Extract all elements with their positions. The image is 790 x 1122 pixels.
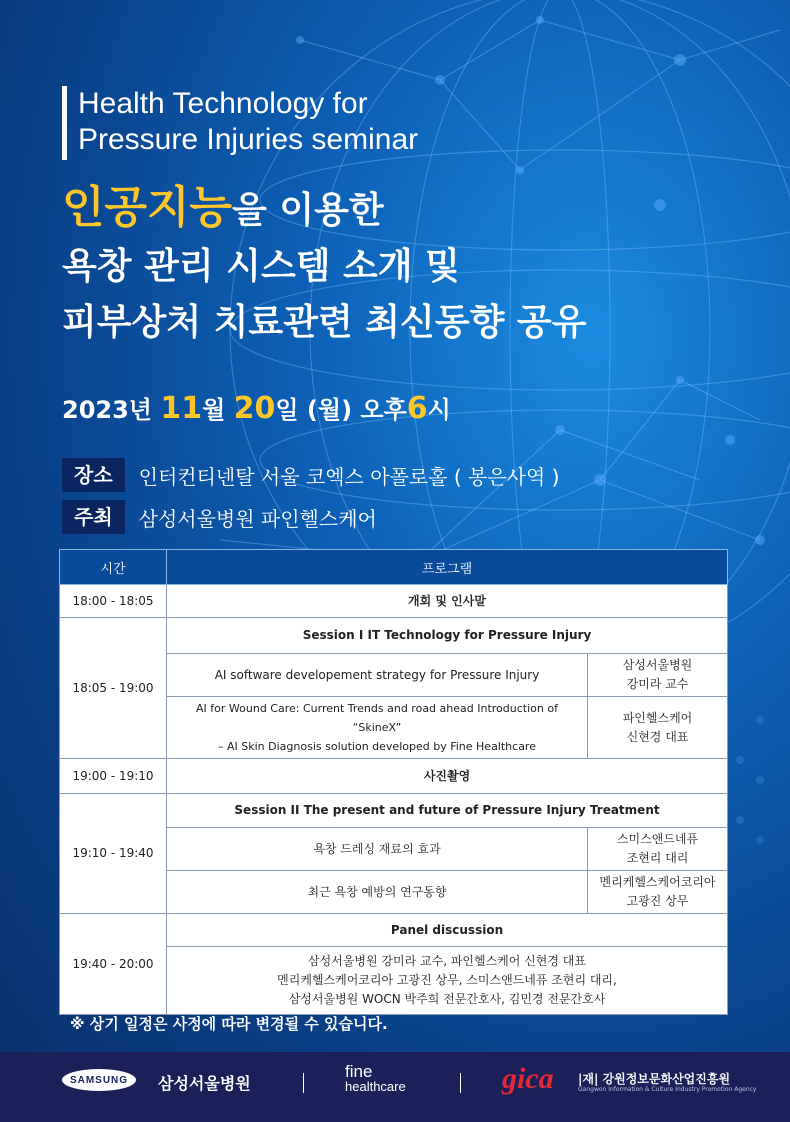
date-month-number: 11	[160, 391, 203, 426]
panel-line-3: 삼성서울병원 WOCN 박주희 전문간호사, 김민경 전문간호사	[288, 992, 606, 1006]
speaker-name: 강미라 교수	[626, 677, 689, 691]
speaker-affiliation: 파인헬스케어	[622, 710, 693, 725]
fine-logo-bottom: healthcare	[345, 1079, 406, 1094]
place-row	[62, 458, 559, 492]
date-year: 2023년	[62, 396, 161, 424]
row-time: 18:05 - 19:00	[60, 618, 167, 759]
schedule-change-notice: ※ 상기 일정은 사정에 따라 변경될 수 있습니다.	[70, 1015, 388, 1033]
date-day-number: 20	[233, 391, 276, 426]
place-value: 인터컨티넨탈 서울 코엑스 아폴로홀 ( 봉은사역 )	[138, 464, 560, 489]
table-header-row	[60, 550, 728, 585]
gica-name-english: Gangwon Information & Culture Industry Promotion Agency	[578, 1086, 757, 1093]
speaker-name: 조현리 대리	[626, 851, 689, 865]
samsung-medical-center-name: 삼성서울병원	[158, 1074, 251, 1093]
seminar-title-english	[78, 86, 418, 158]
speaker-affiliation: 스미스앤드네퓨	[616, 832, 699, 846]
date-hour-unit: 시	[427, 396, 451, 424]
talk-title: 최근 욕창 예방의 연구동향	[167, 871, 588, 914]
header-time: 시간	[60, 550, 167, 585]
headline-line-1-rest: 을 이용한	[232, 190, 384, 231]
session-title: Session II The present and future of Pressure Injury Treatment	[167, 794, 728, 828]
row-time: 19:40 - 20:00	[60, 914, 167, 1015]
speaker-cell	[588, 828, 728, 871]
table-row	[60, 794, 728, 828]
header-program: 프로그램	[167, 550, 728, 585]
gica-name-korean: |재| 강원정보문화산업진흥원	[578, 1072, 731, 1086]
date-hour-number: 6	[406, 391, 428, 426]
fine-logo-top: fine	[345, 1062, 373, 1081]
row-time: 19:00 - 19:10	[60, 759, 167, 794]
table-row	[60, 914, 728, 947]
footer-divider	[303, 1073, 304, 1093]
row-program: 개회 및 인사말	[167, 585, 728, 618]
session-title: Session I IT Technology for Pressure Injury	[167, 618, 728, 654]
row-time: 19:10 - 19:40	[60, 794, 167, 914]
speaker-cell	[588, 654, 728, 697]
panel-members	[167, 947, 728, 1015]
headline-highlight-ai: 인공지능	[62, 182, 233, 233]
table-row	[60, 759, 728, 794]
panel-line-2: 멘리케헬스케어코리아 고광진 상무, 스미스앤드네퓨 조현리 대리,	[277, 973, 617, 987]
date-month-unit: 월	[202, 396, 234, 424]
speaker-cell	[588, 871, 728, 914]
session-title: Panel discussion	[167, 914, 728, 947]
speaker-affiliation: 멘리케헬스케어코리아	[599, 875, 716, 889]
speaker-name: 신현경 대표	[626, 729, 689, 744]
headline-line-3: 피부상처 치료관련 최신동향 공유	[62, 302, 587, 343]
table-row	[60, 618, 728, 654]
fine-healthcare-logo	[345, 1064, 406, 1094]
headline-line-2: 욕창 관리 시스템 소개 및	[62, 246, 460, 287]
talk-title: 욕창 드레싱 재료의 효과	[167, 828, 588, 871]
row-time: 18:00 - 18:05	[60, 585, 167, 618]
host-label: 주최	[62, 500, 125, 534]
speaker-name: 고광진 상무	[626, 894, 689, 908]
event-date	[62, 390, 451, 426]
place-label: 장소	[62, 458, 125, 492]
footer-divider	[460, 1073, 461, 1093]
date-day-unit: 일 (월) 오후	[275, 396, 407, 424]
row-program: 사진촬영	[167, 759, 728, 794]
host-row	[62, 500, 377, 534]
talk-title-line-1: AI for Wound Care: Current Trends and road ahead Introduction of “SkineX”	[196, 702, 558, 734]
headline-line-1	[62, 180, 586, 239]
panel-line-1: 삼성서울병원 강미라 교수, 파인헬스케어 신현경 대표	[308, 954, 586, 968]
table-row	[60, 585, 728, 618]
program-table-wrapper	[59, 549, 727, 1015]
samsung-logo-text: SAMSUNG	[69, 1074, 129, 1086]
title-accent-bar	[62, 86, 67, 160]
program-table	[59, 549, 728, 1015]
headline-korean	[62, 180, 586, 351]
samsung-logo	[62, 1069, 136, 1091]
title-line-1: Health Technology for	[78, 87, 368, 120]
gica-logo: gica	[502, 1062, 554, 1095]
talk-title-line-2: – AI Skin Diagnosis solution developed by Fine Healthcare	[218, 740, 536, 753]
speaker-affiliation: 삼성서울병원	[622, 658, 693, 672]
talk-title: AI software developement strategy for Pressure Injury	[167, 654, 588, 697]
host-value: 삼성서울병원 파인헬스케어	[138, 506, 377, 531]
title-line-2: Pressure Injuries seminar	[78, 123, 419, 156]
speaker-cell	[588, 697, 728, 759]
talk-title	[167, 697, 588, 759]
